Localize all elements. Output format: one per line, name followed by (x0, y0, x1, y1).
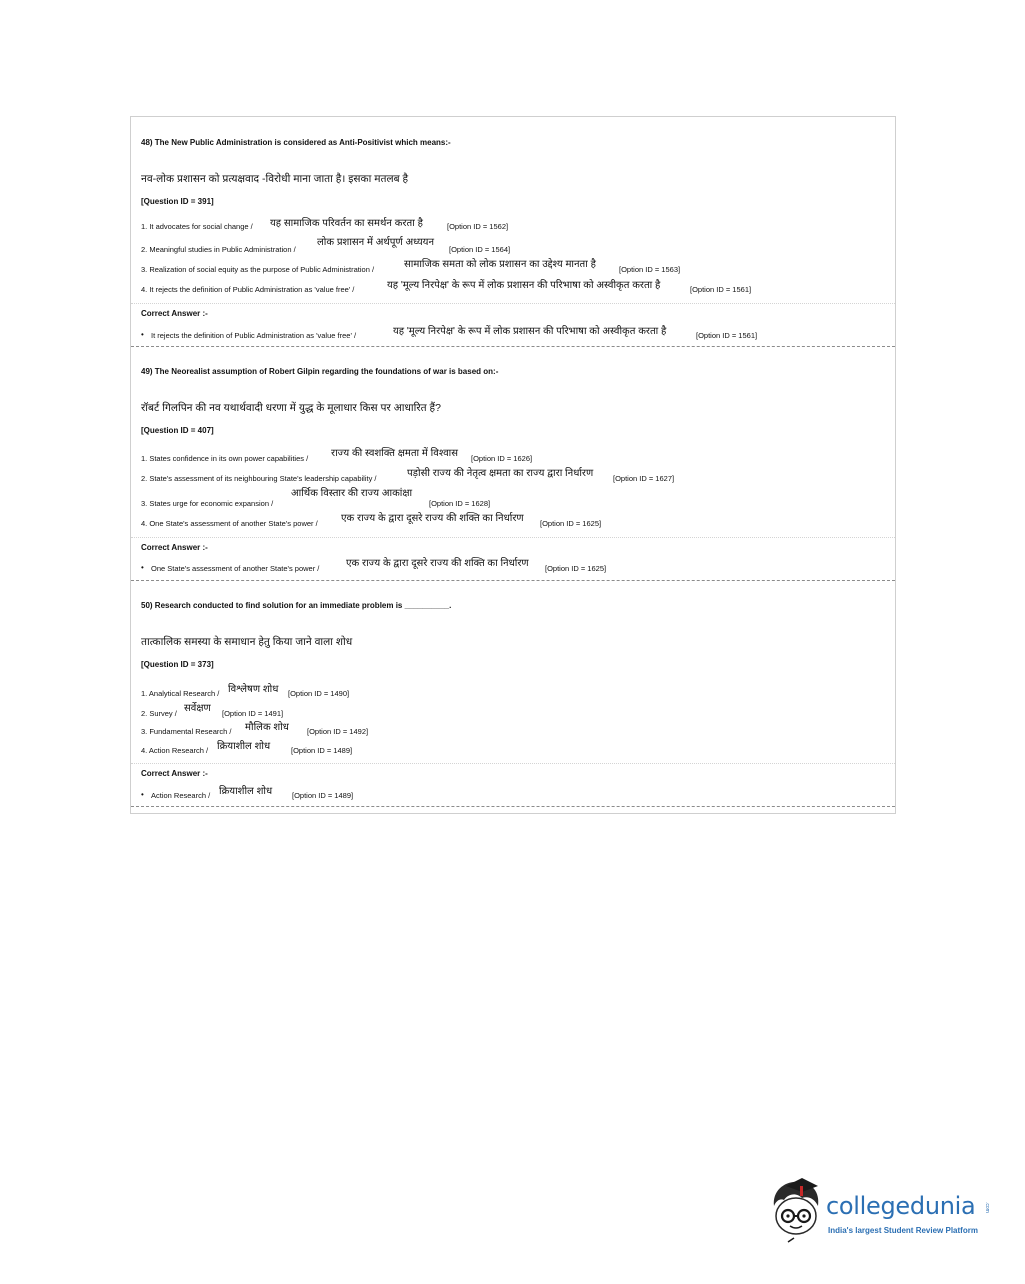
q48-option-1-text: 1. It advocates for social change / (141, 222, 253, 231)
q48-correct-answer-label: Correct Answer :- (141, 309, 208, 318)
q49-correct-answer-label: Correct Answer :- (141, 543, 208, 552)
q49-option-4-text: 4. One State's assessment of another State's power / (141, 519, 318, 528)
q50-option-3-text: 3. Fundamental Research / (141, 727, 232, 736)
q50-correct-answer-label: Correct Answer :- (141, 769, 208, 778)
question-48-id: [Question ID = 391] (141, 197, 214, 206)
q50-correct-hindi: क्रियाशील शोध (219, 786, 273, 797)
question-50-id: [Question ID = 373] (141, 660, 214, 669)
q48-option-3-hindi: सामाजिक समता को लोक प्रशासन का उद्देश्य मानता है (404, 259, 596, 270)
q49-option-2-id: [Option ID = 1627] (613, 474, 675, 483)
q50-correct-text: Action Research / (151, 791, 211, 800)
q48-option-3-text: 3. Realization of social equity as the purpose of Public Administration / (141, 265, 375, 274)
q50-option-4-text: 4. Action Research / (141, 746, 209, 755)
question-49-id: [Question ID = 407] (141, 426, 214, 435)
question-separator (131, 346, 895, 347)
q49-correct-id: [Option ID = 1625] (545, 564, 607, 573)
q48-correct-text: It rejects the definition of Public Administration as 'value free' / (151, 331, 357, 340)
q48-option-4-id: [Option ID = 1561] (690, 285, 752, 294)
q49-option-1-hindi: राज्य की स्वशक्ति क्षमता में विश्वास (331, 448, 458, 459)
question-sheet (130, 116, 896, 814)
q48-option-1-id: [Option ID = 1562] (447, 222, 509, 231)
q49-option-3-id: [Option ID = 1628] (429, 499, 491, 508)
q50-option-4-id: [Option ID = 1489] (291, 746, 353, 755)
mascot-icon (766, 1176, 826, 1246)
q49-option-1-text: 1. States confidence in its own power capabilities / (141, 454, 309, 463)
q50-option-4-hindi: क्रियाशील शोध (217, 741, 271, 752)
q50-option-3-id: [Option ID = 1492] (307, 727, 369, 736)
logo-tagline: India's largest Student Review Platform (828, 1226, 978, 1235)
q48-option-2-hindi: लोक प्रशासन में अर्थपूर्ण अध्ययन (317, 237, 435, 248)
q50-option-2-hindi: सर्वेक्षण (184, 703, 211, 714)
q49-option-4-id: [Option ID = 1625] (540, 519, 602, 528)
question-48-title: 48) The New Public Administration is considered as Anti-Positivist which means:- (141, 138, 451, 147)
question-separator (131, 806, 895, 807)
logo-wordmark: collegedunia (826, 1192, 976, 1220)
q49-correct-text: One State's assessment of another State's power / (151, 564, 320, 573)
q49-option-1-id: [Option ID = 1626] (471, 454, 533, 463)
q50-correct-id: [Option ID = 1489] (292, 791, 354, 800)
collegedunia-logo (766, 1176, 996, 1246)
question-49-hindi: रॉबर्ट गिलपिन की नव यथार्थवादी धरणा में युद्ध के मूलाधार किस पर आधारित हैं? (141, 402, 441, 414)
q48-option-4-text: 4. It rejects the definition of Public Administration as 'value free' / (141, 285, 355, 294)
q48-option-2-id: [Option ID = 1564] (449, 245, 511, 254)
q48-option-1-hindi: यह सामाजिक परिवर्तन का समर्थन करता है (270, 218, 423, 229)
q49-option-3-hindi: आर्थिक विस्तार की राज्य आकांक्षा (291, 488, 413, 499)
bullet-icon: • (141, 330, 144, 339)
q48-option-4-hindi: यह 'मूल्य निरपेक्ष' के रूप में लोक प्रशासन की परिभाषा को अस्वीकृत करता है (387, 280, 661, 291)
q49-option-4-hindi: एक राज्य के द्वारा दूसरे राज्य की शक्ति का निर्धारण (341, 513, 524, 524)
q48-correct-hindi: यह 'मूल्य निरपेक्ष' के रूप में लोक प्रशासन की परिभाषा को अस्वीकृत करता है (393, 326, 667, 337)
q48-option-2-text: 2. Meaningful studies in Public Administration / (141, 245, 296, 254)
question-49-title: 49) The Neorealist assumption of Robert Gilpin regarding the foundations of war is based on:- (141, 367, 499, 376)
question-48-hindi: नव-लोक प्रशासन को प्रत्यक्षवाद -विरोधी माना जाता है। इसका मतलब है (141, 173, 409, 185)
question-50-title: 50) Research conducted to find solution for an immediate problem is __________. (141, 601, 452, 610)
q49-option-2-hindi: पड़ोसी राज्य की नेतृत्व क्षमता का राज्य द्वारा निर्धारण (407, 468, 594, 479)
divider (131, 537, 895, 538)
bullet-icon: • (141, 563, 144, 572)
q48-option-3-id: [Option ID = 1563] (619, 265, 681, 274)
q50-option-1-text: 1. Analytical Research / (141, 689, 220, 698)
q50-option-1-hindi: विश्लेषण शोध (228, 684, 279, 695)
question-50-hindi: तात्कालिक समस्या के समाधान हेतु किया जाने वाला शोध (141, 636, 353, 648)
question-separator (131, 580, 895, 581)
q50-option-1-id: [Option ID = 1490] (288, 689, 350, 698)
bullet-icon: • (141, 790, 144, 799)
q49-correct-hindi: एक राज्य के द्वारा दूसरे राज्य की शक्ति का निर्धारण (346, 558, 529, 569)
q50-option-2-id: [Option ID = 1491] (222, 709, 284, 718)
q49-option-3-text: 3. States urge for economic expansion / (141, 499, 274, 508)
q49-option-2-text: 2. State's assessment of its neighbouring State's leadership capability / (141, 474, 377, 483)
q50-option-2-text: 2. Survey / (141, 709, 177, 718)
q50-option-3-hindi: मौलिक शोध (245, 722, 289, 733)
logo-com: .com (984, 1202, 990, 1213)
divider (131, 763, 895, 764)
q48-correct-id: [Option ID = 1561] (696, 331, 758, 340)
divider (131, 303, 895, 304)
